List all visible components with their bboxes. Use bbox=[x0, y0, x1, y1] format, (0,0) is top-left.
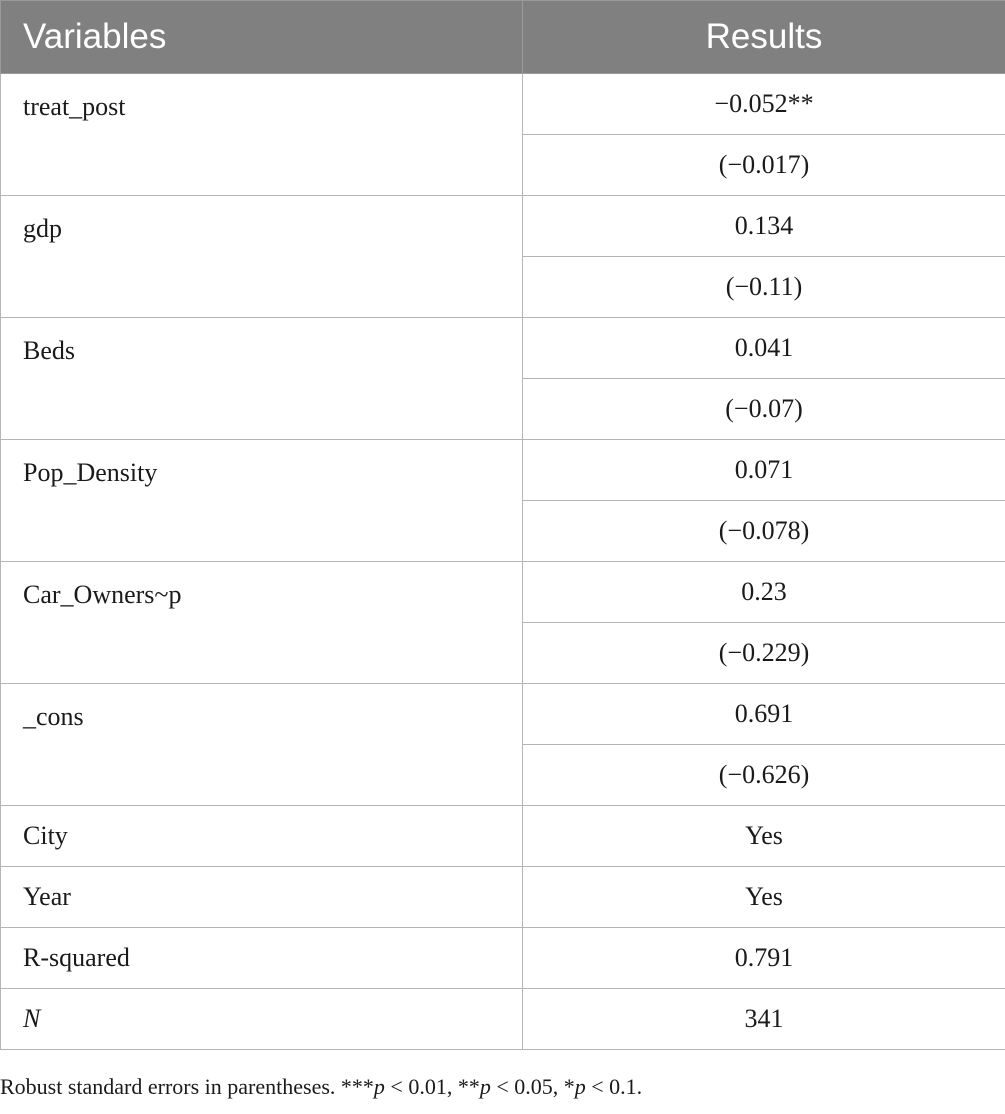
footnote-stars: ** bbox=[457, 1074, 480, 1099]
footnote-stars: * bbox=[563, 1074, 575, 1099]
coefficient-value: 0.134 bbox=[523, 196, 1005, 257]
observations-value: 341 bbox=[523, 989, 1005, 1050]
footnote-stars: *** bbox=[340, 1074, 374, 1099]
standard-error-value: (−0.626) bbox=[523, 745, 1005, 806]
variable-name: Year bbox=[1, 867, 523, 928]
footnote-intro: Robust standard errors in parentheses. bbox=[0, 1074, 341, 1099]
table-row-pop-density bbox=[1, 440, 1005, 501]
table-row-year bbox=[1, 867, 1005, 928]
standard-error-value: (−0.07) bbox=[523, 379, 1005, 440]
variable-name: gdp bbox=[1, 196, 523, 318]
footnote-p: p bbox=[373, 1074, 385, 1099]
variable-name: _cons bbox=[1, 684, 523, 806]
standard-error-value: (−0.229) bbox=[523, 623, 1005, 684]
footnote-p: p bbox=[479, 1074, 491, 1099]
standard-error-value: (−0.11) bbox=[523, 257, 1005, 318]
table-header-row bbox=[1, 1, 1005, 74]
footnote-p: p bbox=[574, 1074, 586, 1099]
coefficient-value: 0.23 bbox=[523, 562, 1005, 623]
table-row-treat-post bbox=[1, 74, 1005, 135]
variable-name: treat_post bbox=[1, 74, 523, 196]
fixed-effect-value: Yes bbox=[523, 867, 1005, 928]
coefficient-value: 0.691 bbox=[523, 684, 1005, 745]
standard-error-value: (−0.078) bbox=[523, 501, 1005, 562]
header-variables: Variables bbox=[1, 1, 523, 74]
variable-name: N bbox=[1, 989, 523, 1050]
table-row-car-owners bbox=[1, 562, 1005, 623]
standard-error-value: (−0.017) bbox=[523, 135, 1005, 196]
table-row-n bbox=[1, 989, 1005, 1050]
variable-name: R-squared bbox=[1, 928, 523, 989]
coefficient-value: 0.041 bbox=[523, 318, 1005, 379]
r-squared-value: 0.791 bbox=[523, 928, 1005, 989]
table-row-beds bbox=[1, 318, 1005, 379]
footnote-threshold: < 0.01, bbox=[384, 1074, 458, 1099]
table-row-r-squared bbox=[1, 928, 1005, 989]
variable-name: Pop_Density bbox=[1, 440, 523, 562]
table-row-city bbox=[1, 806, 1005, 867]
table-row-cons bbox=[1, 684, 1005, 745]
table-footnote bbox=[0, 1074, 642, 1100]
header-results: Results bbox=[523, 1, 1005, 74]
table-row-gdp bbox=[1, 196, 1005, 257]
footnote-threshold: < 0.05, bbox=[490, 1074, 564, 1099]
footnote-threshold: < 0.1. bbox=[585, 1074, 643, 1099]
coefficient-value: −0.052** bbox=[523, 74, 1005, 135]
variable-name: City bbox=[1, 806, 523, 867]
coefficient-value: 0.071 bbox=[523, 440, 1005, 501]
fixed-effect-value: Yes bbox=[523, 806, 1005, 867]
variable-name: Beds bbox=[1, 318, 523, 440]
variable-name: Car_Owners~p bbox=[1, 562, 523, 684]
